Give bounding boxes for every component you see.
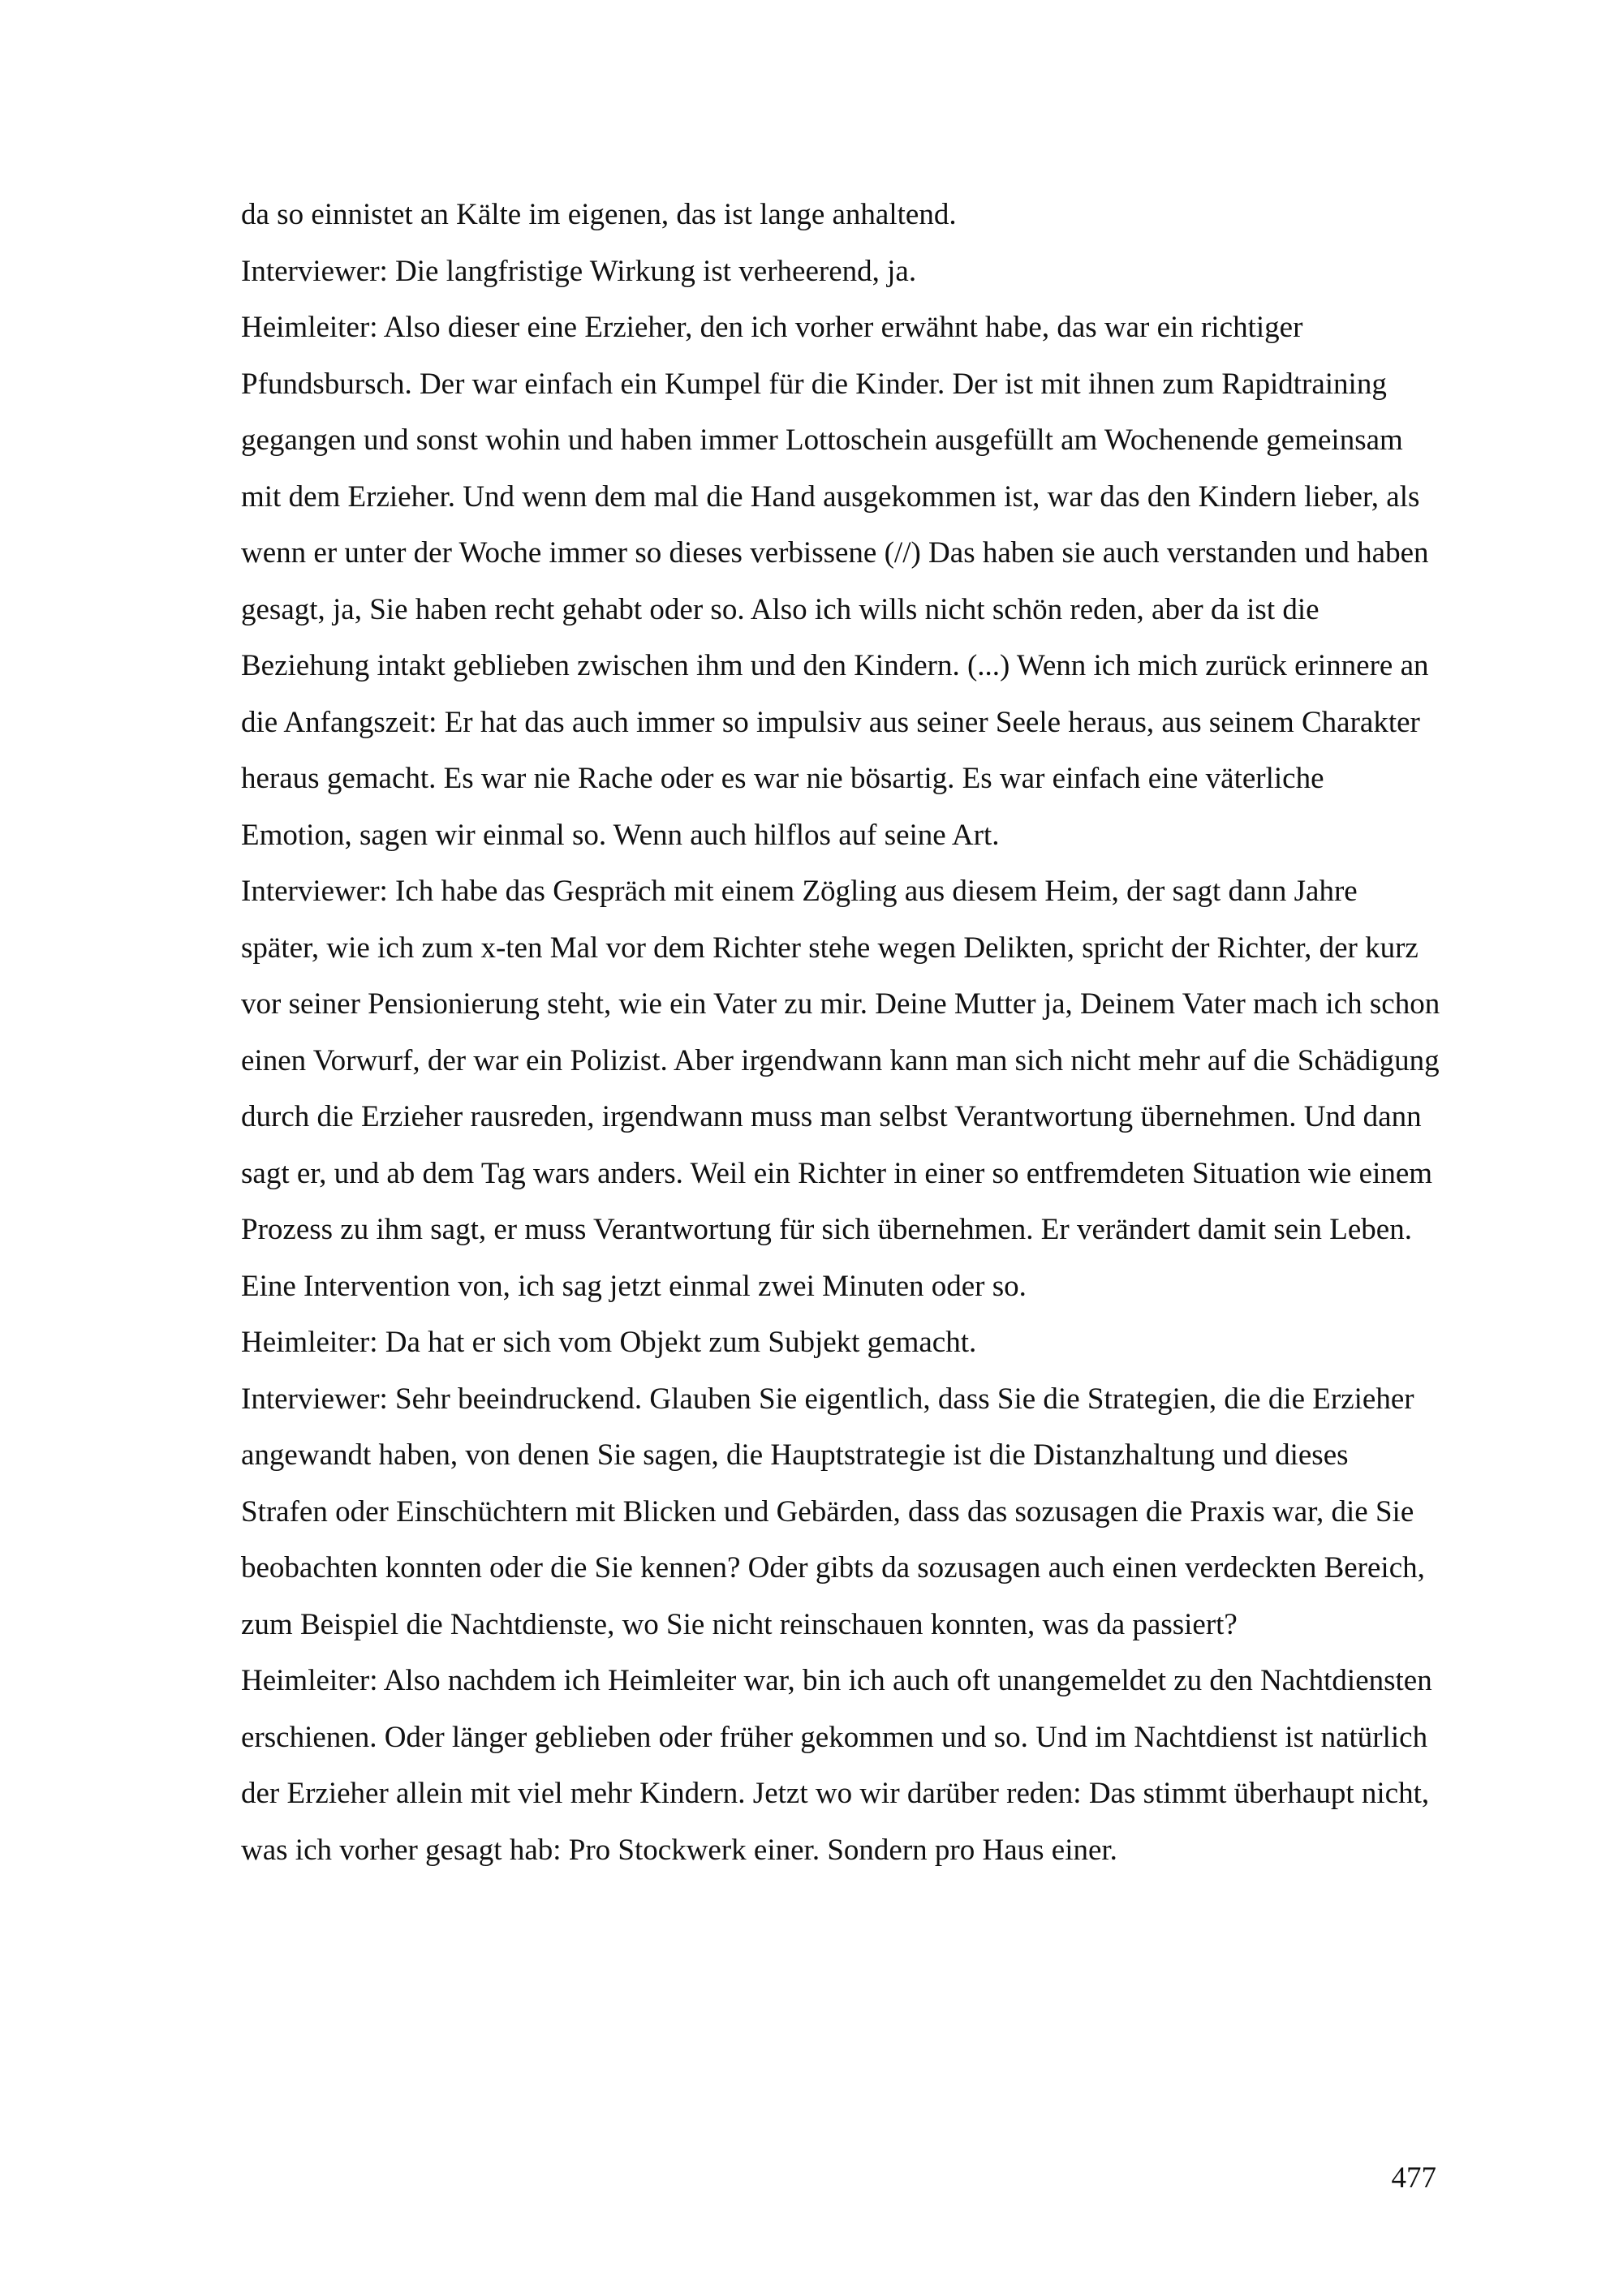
page-body	[241, 187, 1442, 1878]
paragraph-1: da so einnistet an Kälte im eigenen, das ist lange anhaltend.	[241, 198, 957, 231]
paragraph-6: Interviewer: Sehr beeindruckend. Glauben Sie eigentlich, dass Sie die Strategien, die die Erzieher angewandt haben, von denen Sie sagen, die Hauptstrategie ist die Distanzhaltung und dieses Strafen oder Einschüchtern mit Blicken und Gebärden, dass das sozusagen die Praxis war, die Sie beobachten konnten oder die Sie kennen? Oder gibts da sozusagen auch einen verdeckten Bereich, zum Beispiel die Nachtdienste, wo Sie nicht reinschauen konnten, was da passiert?	[241, 1382, 1425, 1641]
paragraph-2: Interviewer: Die langfristige Wirkung ist verheerend, ja.	[241, 254, 917, 288]
paragraph-4: Interviewer: Ich habe das Gespräch mit einem Zögling aus diesem Heim, der sagt dann Jahre später, wie ich zum x-ten Mal vor dem Richter stehe wegen Delikten, spricht der Richter, der kurz vor seiner Pensionierung steht, wie ein Vater zu mir. Deine Mutter ja, Deinem Vater mach ich schon einen Vorwurf, der war ein Polizist. Aber irgendwann kann man sich nicht mehr auf die Schädigung durch die Erzieher rausreden, irgendwann muss man selbst Verantwortung übernehmen. Und dann sagt er, und ab dem Tag wars anders. Weil ein Richter in einer so entfremdeten Situation wie einem Prozess zu ihm sagt, er muss Verantwortung für sich übernehmen. Er verändert damit sein Leben. Eine Intervention von, ich sag jetzt einmal zwei Minuten oder so.	[241, 875, 1440, 1303]
paragraph-3: Heimleiter: Also dieser eine Erzieher, den ich vorher erwähnt habe, das war ein richtiger Pfundsbursch. Der war einfach ein Kumpel für die Kinder. Der ist mit ihnen zum Rapidtraining gegangen und sonst wohin und haben immer Lottoschein ausgefüllt am Wochenende gemeinsam mit dem Erzieher. Und wenn dem mal die Hand ausgekommen ist, war das den Kindern lieber, als wenn er unter der Woche immer so dieses verbissene (//) Das haben sie auch verstanden und haben gesagt, ja, Sie haben recht gehabt oder so. Also ich wills nicht schön reden, aber da ist die Beziehung intakt geblieben zwischen ihm und den Kindern. (...) Wenn ich mich zurück erinnere an die Anfangszeit: Er hat das auch immer so impulsiv aus seiner Seele heraus, aus seinem Charakter heraus gemacht. Es war nie Rache oder es war nie bösartig. Es war einfach eine väterliche Emotion, sagen wir einmal so. Wenn auch hilflos auf seine Art.	[241, 311, 1429, 852]
paragraph-7: Heimleiter: Also nachdem ich Heimleiter war, bin ich auch oft unangemeldet zu den Nachtdiensten erschienen. Oder länger geblieben oder früher gekommen und so. Und im Nachtdienst ist natürlich der Erzieher allein mit viel mehr Kindern. Jetzt wo wir darüber reden: Das stimmt überhaupt nicht, was ich vorher gesagt hab: Pro Stockwerk einer. Sondern pro Haus einer.	[241, 1664, 1432, 1867]
page-number: 477	[1391, 2161, 1436, 2195]
paragraph-5: Heimleiter: Da hat er sich vom Objekt zum Subjekt gemacht.	[241, 1326, 977, 1359]
